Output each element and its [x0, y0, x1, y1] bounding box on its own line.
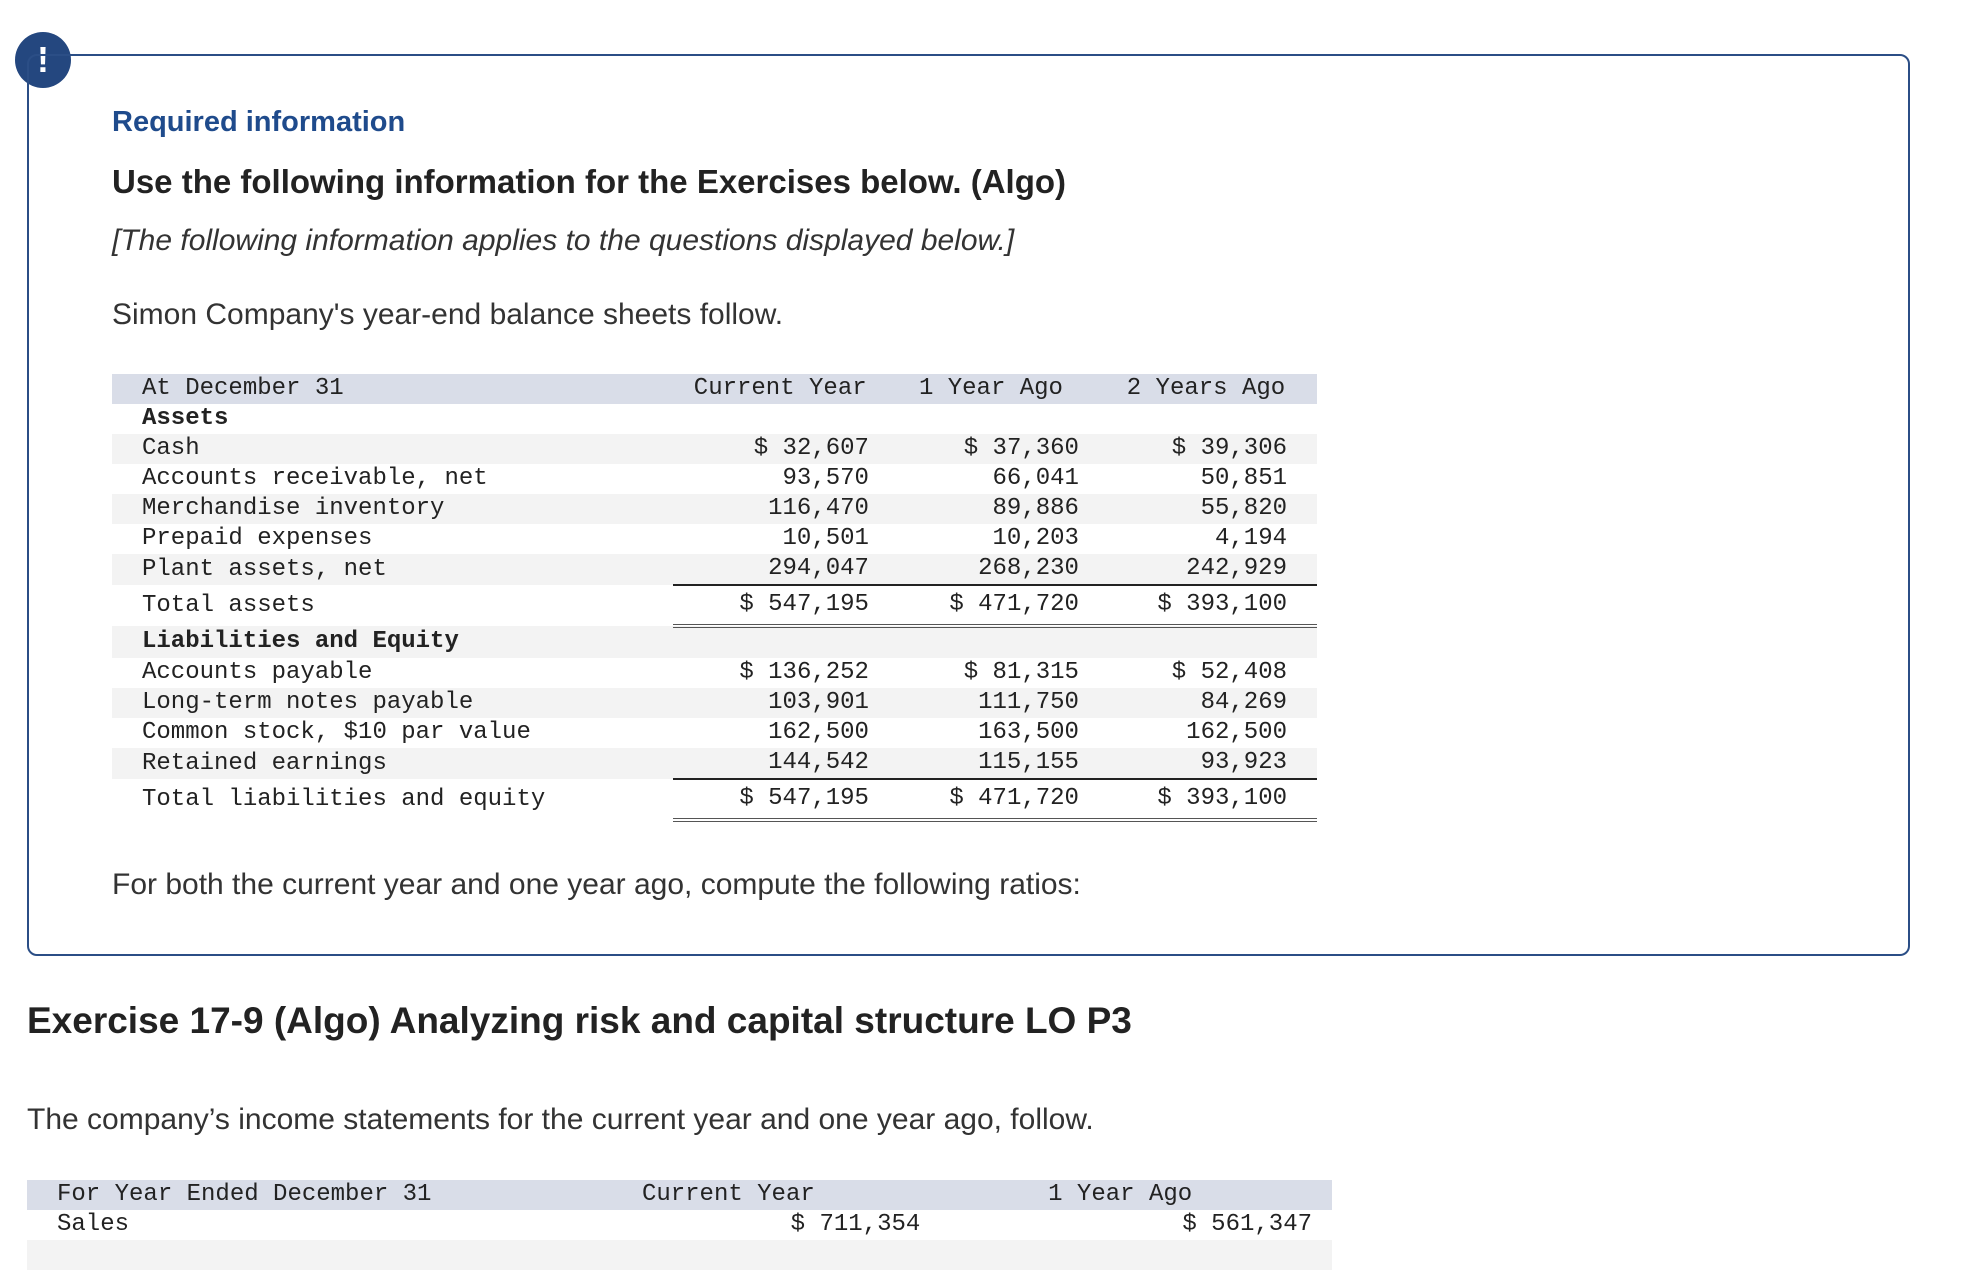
- table-row-partial: [27, 1240, 1332, 1270]
- cell-current-year: 162,500: [768, 719, 869, 746]
- cell-1-year-ago: 89,886: [887, 494, 1095, 524]
- total-row: [112, 779, 1317, 820]
- row-label: Accounts payable: [142, 659, 373, 686]
- cell-current-year: $ 136,252: [739, 659, 869, 686]
- cell-2-years-ago: $ 393,100: [1095, 585, 1317, 626]
- alert-icon: !: [15, 32, 71, 88]
- total-row: [112, 585, 1317, 626]
- cell-current-year: 144,542: [673, 748, 886, 779]
- row-label: Long-term notes payable: [112, 688, 673, 718]
- cell-2-years-ago: $ 39,306: [1095, 434, 1317, 464]
- cell-1-year-ago: $ 471,720: [887, 779, 1095, 820]
- cell-2-years-ago: 242,929: [1095, 554, 1317, 585]
- instructions-title: Use the following information for the Exercises below. (Algo): [112, 163, 1067, 200]
- cell-2-years-ago: $ 393,100: [1095, 779, 1317, 820]
- row-label: Common stock, $10 par value: [142, 719, 531, 746]
- cell-current-year: 116,470: [673, 494, 886, 524]
- income-statement-table: [27, 1180, 1332, 1270]
- income-statement-intro: The company’s income statements for the current year and one year ago, follow.: [27, 1103, 1094, 1136]
- header-current-year: Current Year: [536, 1180, 928, 1210]
- row-label: Total liabilities and equity: [142, 785, 546, 813]
- cell-1-year-ago: 66,041: [992, 465, 1079, 492]
- applies-note: [The following information applies to the questions displayed below.]: [112, 224, 1015, 257]
- table-header-row: [112, 374, 1317, 404]
- header-current-year: Current Year: [673, 374, 886, 404]
- cell-2-years-ago: 84,269: [1095, 688, 1317, 718]
- ratios-prompt: For both the current year and one year ago, compute the following ratios:: [112, 868, 1081, 901]
- table-row: [112, 464, 1317, 494]
- cell-2-years-ago: 93,923: [1095, 748, 1317, 779]
- section-heading-row: [112, 626, 1317, 658]
- cell-1-year-ago: $ 561,347: [1182, 1211, 1312, 1238]
- table-row: [112, 748, 1317, 779]
- cell-current-year: $ 32,607: [673, 434, 886, 464]
- row-label: Sales: [57, 1211, 130, 1238]
- balance-sheet-table: [112, 374, 1317, 822]
- cell-1-year-ago: 115,155: [887, 748, 1095, 779]
- cell-current-year: $ 547,195: [673, 779, 886, 820]
- table-row: [112, 524, 1317, 554]
- table-row: [112, 688, 1317, 718]
- cell-1-year-ago: 111,750: [887, 688, 1095, 718]
- assets-heading: Assets: [142, 405, 229, 432]
- cell-current-year: 10,501: [782, 525, 869, 552]
- exercise-title: Exercise 17-9 (Algo) Analyzing risk and capital structure LO P3: [27, 1000, 1132, 1041]
- row-label: Retained earnings: [112, 748, 673, 779]
- table-row: [112, 554, 1317, 585]
- cell-2-years-ago: 50,851: [1200, 465, 1287, 492]
- cell-2-years-ago: 4,194: [1214, 525, 1287, 552]
- balance-sheet-intro: Simon Company's year-end balance sheets follow.: [112, 298, 784, 331]
- cell-1-year-ago: $ 81,315: [963, 659, 1079, 686]
- header-1-year-ago: 1 Year Ago: [887, 374, 1095, 404]
- row-label: Prepaid expenses: [142, 525, 373, 552]
- liabilities-equity-heading: Liabilities and Equity: [112, 626, 673, 658]
- table-row: [112, 434, 1317, 464]
- table-row: [27, 1210, 1332, 1240]
- row-label: Cash: [112, 434, 673, 464]
- cell-current-year: 294,047: [673, 554, 886, 585]
- table-row: [112, 718, 1317, 748]
- row-label: Accounts receivable, net: [142, 465, 488, 492]
- cell-1-year-ago: 10,203: [992, 525, 1079, 552]
- table-row: [112, 494, 1317, 524]
- table-row: [112, 658, 1317, 688]
- cell-2-years-ago: 162,500: [1186, 719, 1287, 746]
- table-header-row: [27, 1180, 1332, 1210]
- cell-1-year-ago: $ 37,360: [887, 434, 1095, 464]
- header-label: For Year Ended December 31: [27, 1180, 536, 1210]
- cell-2-years-ago: $ 52,408: [1171, 659, 1287, 686]
- section-heading-row: [112, 404, 1317, 434]
- cell-current-year: $ 547,195: [673, 585, 886, 626]
- cell-current-year: $ 711,354: [790, 1211, 921, 1238]
- required-information-heading: Required information: [112, 106, 406, 138]
- cell-1-year-ago: $ 471,720: [887, 585, 1095, 626]
- cell-2-years-ago: 55,820: [1095, 494, 1317, 524]
- header-2-years-ago: 2 Years Ago: [1095, 374, 1317, 404]
- row-label: Total assets: [142, 591, 315, 619]
- header-1-year-ago: 1 Year Ago: [928, 1180, 1332, 1210]
- cell-1-year-ago: 268,230: [887, 554, 1095, 585]
- cell-current-year: 93,570: [782, 465, 869, 492]
- cell-current-year: 103,901: [673, 688, 886, 718]
- row-label: Plant assets, net: [112, 554, 673, 585]
- cell-1-year-ago: 163,500: [978, 719, 1079, 746]
- row-label: Merchandise inventory: [112, 494, 673, 524]
- header-label: At December 31: [112, 374, 673, 404]
